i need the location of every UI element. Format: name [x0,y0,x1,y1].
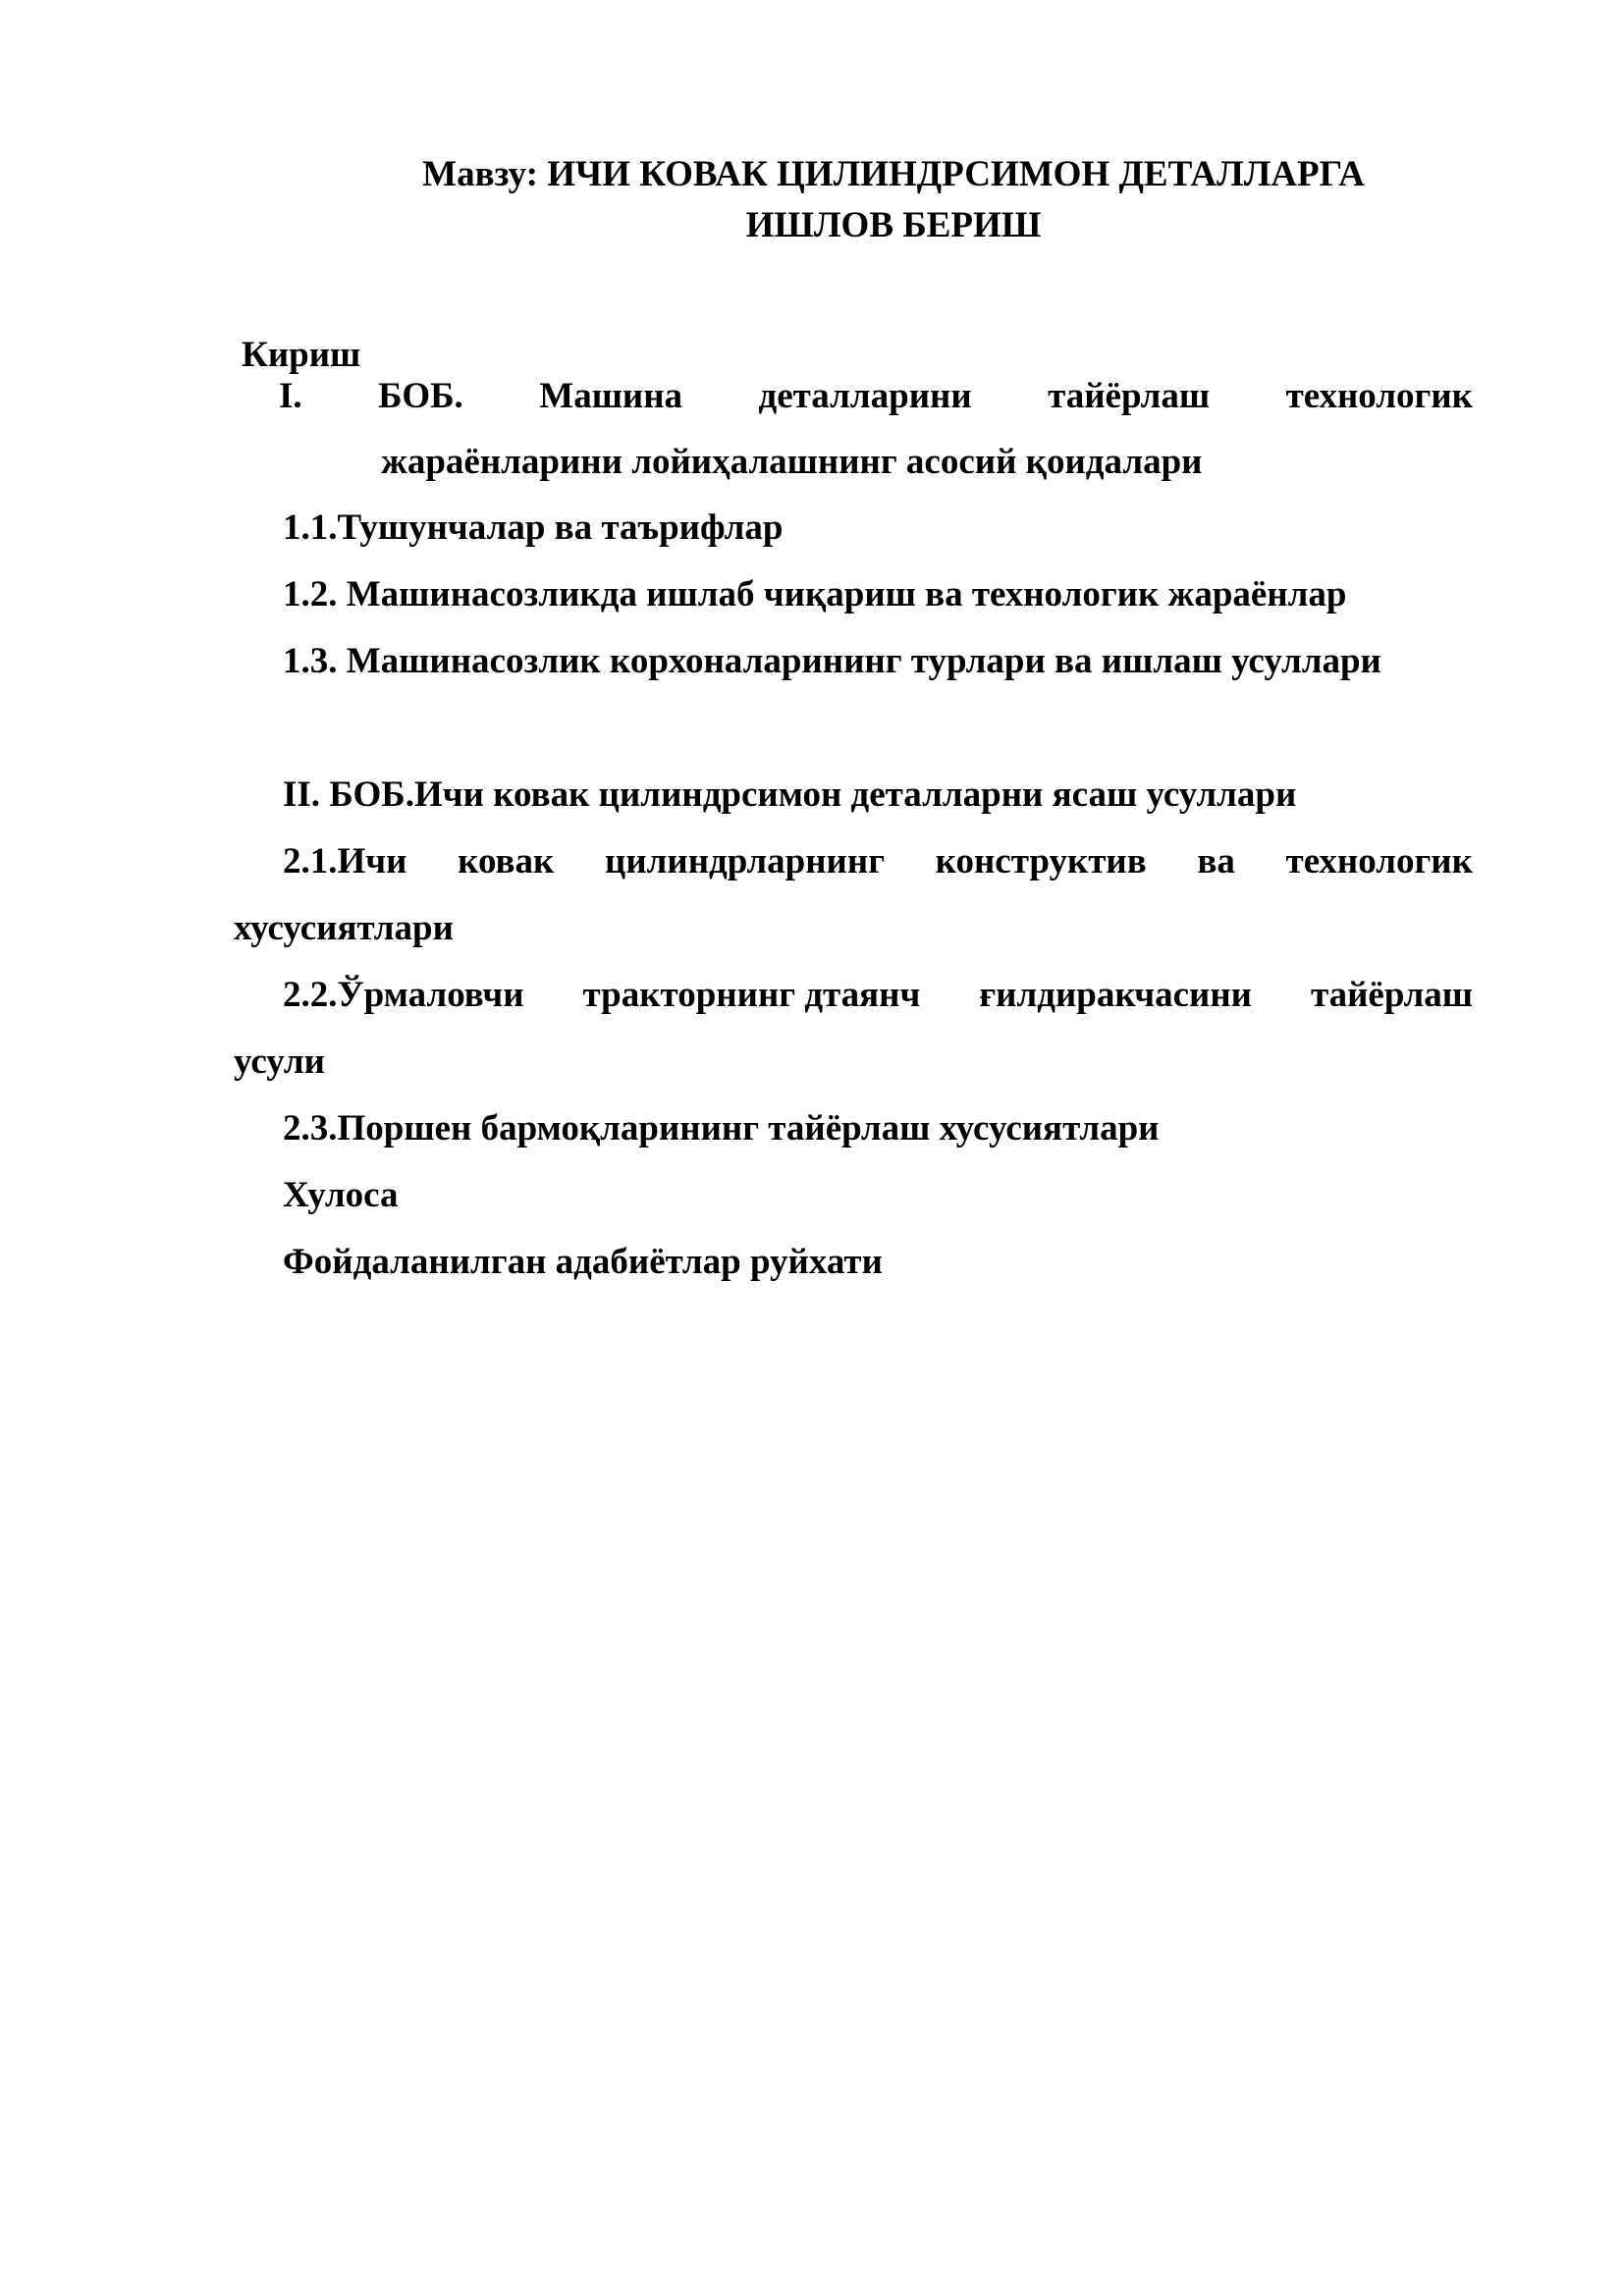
toc-chapter-1-word: I. [279,376,302,416]
toc-section-2-1-word: 2.1.Ичи [283,841,407,881]
toc-section-2-1-line-1 [283,838,1473,885]
toc-chapter-1-word: технологик [1285,376,1473,416]
toc-chapter-1-word: тайёрлаш [1048,376,1211,416]
toc-section-2-1-word: цилиндрларнинг [605,841,885,881]
title-text: ИЧИ КОВАК ЦИЛИНДРСИМОН ДЕТАЛЛАРГА [547,154,1365,194]
toc-section-2-2-word: 2.2.Ўрмаловчи [283,975,524,1015]
toc-chapter-1-line-1 [279,373,1473,420]
toc-section-2-2-word: тайёрлаш [1310,975,1473,1015]
toc-section-2-1-word: технологик [1285,841,1473,881]
toc-section-2-2-line-1 [283,972,1473,1019]
toc-section-2-1-line-2: хусусиятлари [234,908,454,948]
title-prefix: Мавзу: [422,154,538,194]
toc-section-2-3: 2.3.Поршен бармоқларининг тайёрлаш хусусиятлари [283,1108,1160,1148]
toc-references: Фойдаланилган адабиётлар руйхати [283,1242,883,1282]
toc-section-1-1: 1.1.Тушунчалар ва таърифлар [283,507,784,548]
toc-chapter-1-word: деталларини [758,376,972,416]
toc-section-2-1-word: ва [1197,841,1235,881]
toc-intro: Кириш [242,335,361,375]
toc-chapter-1-word: БОБ. [378,376,463,416]
title-line-1 [373,149,1414,200]
toc-section-2-2-word: тракторнинг дтаянч [582,975,921,1015]
toc-section-2-2-word: ғилдиракчасини [979,975,1252,1015]
toc-section-1-3: 1.3. Машинасозлик корхоналарининг турлари ва ишлаш усуллари [283,641,1381,681]
toc-conclusion: Хулоса [283,1175,399,1215]
toc-section-2-1-word: конструктив [935,841,1147,881]
toc-chapter-2: II. БОБ.Ичи ковак цилиндрсимон деталларни ясаш усуллари [283,774,1297,815]
toc-chapter-1-line-2: жараёнларини лойиҳалашнинг асосий қоидалари [381,442,1203,482]
toc-section-2-2-line-2: усули [234,1041,325,1082]
toc-chapter-1-word: Машина [539,376,683,416]
title-line-2: ИШЛОВ БЕРИШ [745,205,1042,245]
toc-section-1-2: 1.2. Машинасозликда ишлаб чиқариш ва технологик жараёнлар [283,574,1347,614]
toc-section-2-1-word: ковак [458,841,555,881]
